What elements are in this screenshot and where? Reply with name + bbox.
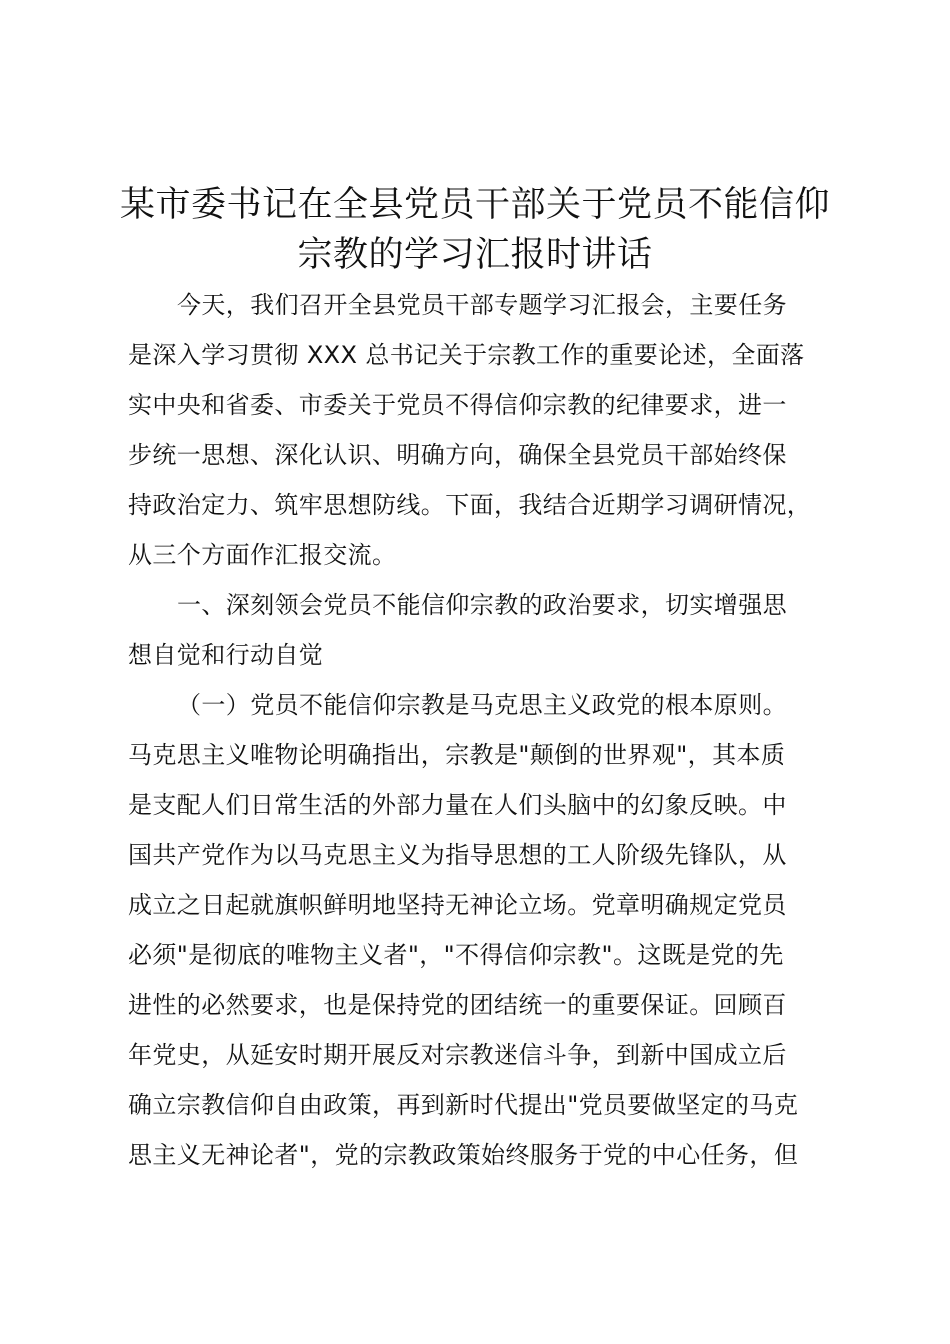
title-line: 某市委书记在全县党员干部关于党员不能信仰	[119, 185, 830, 225]
text-line: 一、深刻领会党员不能信仰宗教的政治要求，切实增强思	[177, 591, 787, 619]
section-heading-1	[128, 580, 852, 680]
text-line: 今天，我们召开全县党员干部专题学习汇报会，主要任务	[177, 291, 787, 319]
text-line: 进性的必然要求，也是保持党的团结统一的重要保证。回顾百	[128, 991, 787, 1019]
text-line: 年党史，从延安时期开展反对宗教迷信斗争，到新中国成立后	[128, 1041, 787, 1069]
text-line: 想自觉和行动自觉	[128, 641, 324, 669]
paragraph-subsection-1	[128, 680, 852, 1180]
text-line: 国共产党作为以马克思主义为指导思想的工人阶级先锋队，从	[128, 841, 787, 869]
paragraph-intro	[128, 280, 852, 580]
text-line: 必须"是彻底的唯物主义者"，"不得信仰宗教"。这既是党的先	[128, 941, 784, 969]
text-line: 是深入学习贯彻 XXX 总书记关于宗教工作的重要论述，全面落	[128, 341, 805, 369]
text-line: 确立宗教信仰自由政策，再到新时代提出"党员要做坚定的马克	[128, 1091, 799, 1119]
document-body	[128, 280, 852, 1180]
text-line: 实中央和省委、市委关于党员不得信仰宗教的纪律要求，进一	[128, 391, 787, 419]
text-line: （一）党员不能信仰宗教是马克思主义政党的根本原则。	[177, 691, 787, 719]
text-line: 思主义无神论者"，党的宗教政策始终服务于党的中心任务，但	[128, 1141, 799, 1169]
document-title	[110, 180, 840, 280]
text-line: 从三个方面作汇报交流。	[128, 541, 397, 569]
title-line: 宗教的学习汇报时讲话	[297, 235, 653, 275]
text-line: 持政治定力、筑牢思想防线。下面，我结合近期学习调研情况，	[128, 491, 812, 519]
text-line: 步统一思想、深化认识、明确方向，确保全县党员干部始终保	[128, 441, 787, 469]
text-line: 是支配人们日常生活的外部力量在人们头脑中的幻象反映。中	[128, 791, 787, 819]
text-line: 成立之日起就旗帜鲜明地坚持无神论立场。党章明确规定党员	[128, 891, 787, 919]
text-line: 马克思主义唯物论明确指出，宗教是"颠倒的世界观"，其本质	[128, 741, 786, 769]
